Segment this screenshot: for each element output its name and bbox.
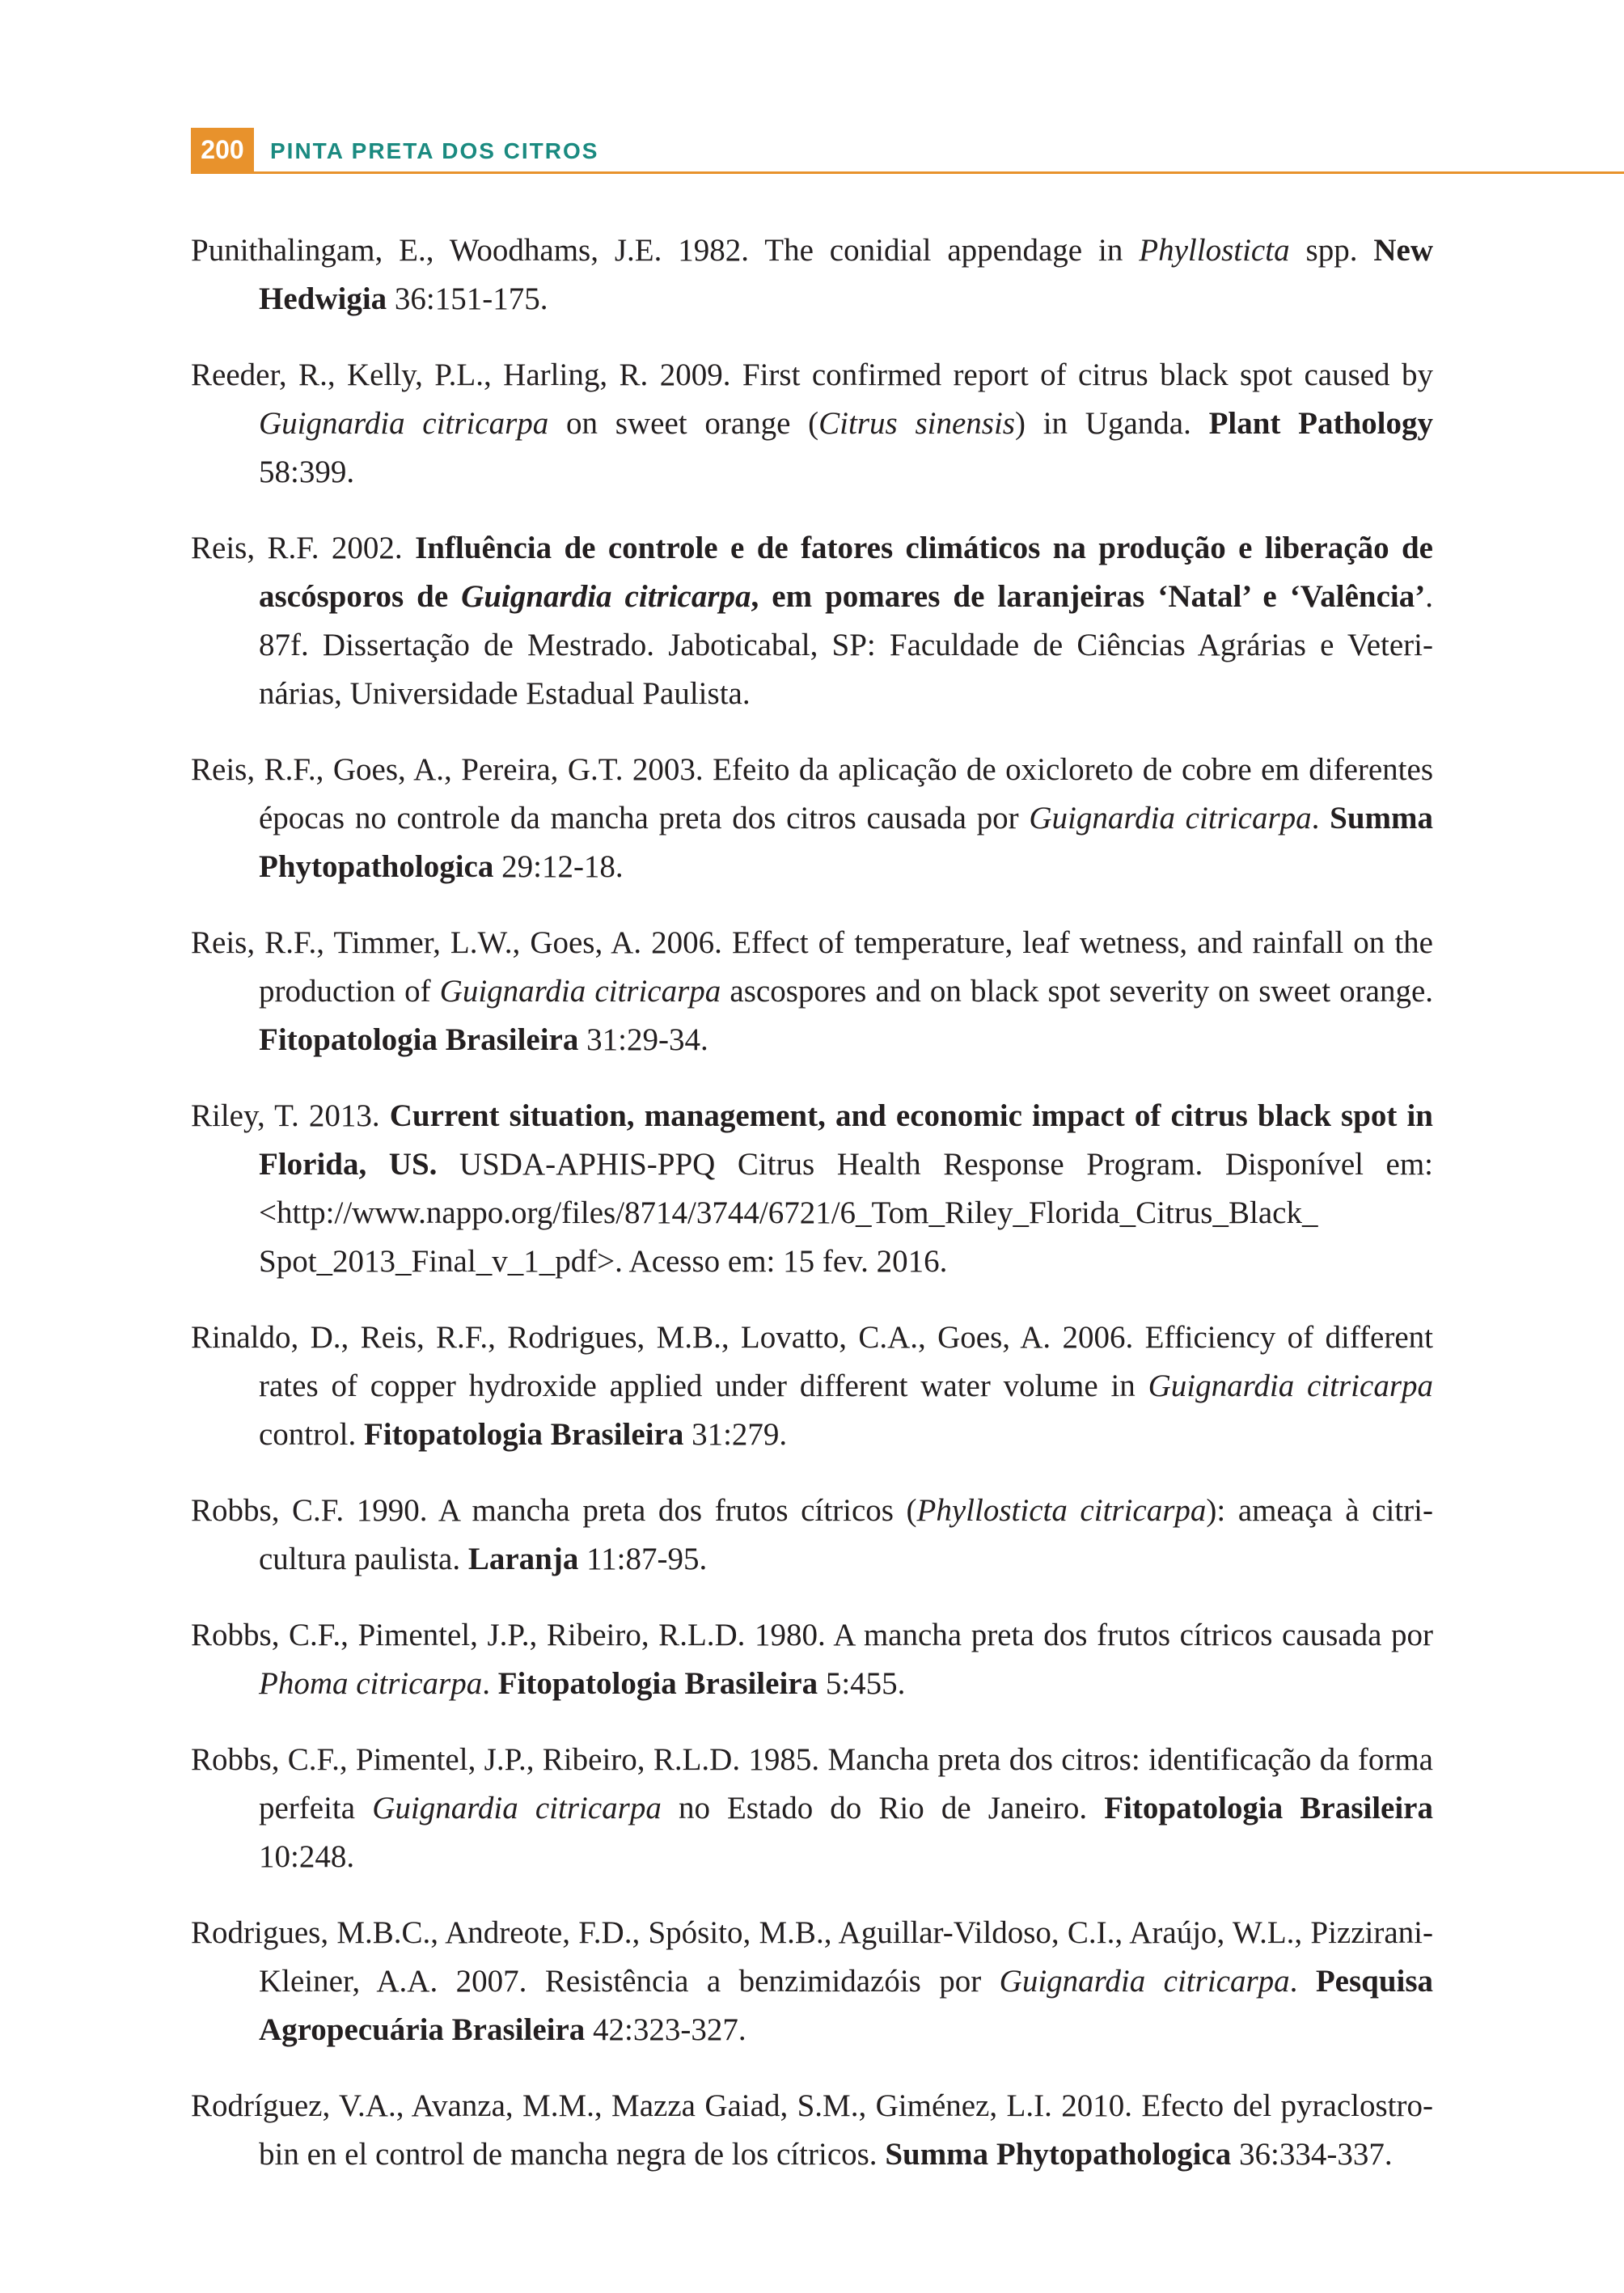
reference-list [191, 226, 1433, 2206]
reference-text: USDA-APHIS-PPQ Citrus Health Response Program. Disponível em: <http://www.nappo.org/files/8714/3744/6721/6_Tom_Riley_Florida_Citrus_Black_​Spot_2013_Final_v_1_pdf>. Acesso em: 15 fev. 2016. [259, 1147, 1433, 1279]
reference-text: 29:12-18. [493, 849, 624, 884]
page-number: 200 [191, 128, 254, 171]
reference-bold-text: Summa Phytopathologica [885, 2137, 1232, 2172]
reference-text: Robbs, C.F., Pimentel, J.P., Ribeiro, R.L.D. 1980. A mancha preta dos frutos cítricos causada por [191, 1618, 1433, 1652]
reference-entry [191, 351, 1433, 497]
reference-text: spp. [1289, 233, 1374, 268]
reference-text: ) in Uganda. [1014, 406, 1209, 441]
reference-text: control. [259, 1417, 364, 1452]
reference-italic-text: Guignardia citricarpa [1148, 1369, 1433, 1403]
reference-bold-text: Pesquisa Agropecuária Brasileira [259, 1964, 1434, 2047]
reference-entry [191, 1314, 1433, 1459]
reference-text: Riley, T. 2013. [191, 1098, 390, 1133]
reference-entry [191, 2082, 1433, 2179]
reference-italic-text: Guignardia citricarpa [999, 1964, 1290, 1999]
reference-italic-text: Guignardia citricarpa [259, 406, 549, 441]
reference-italic-text: Guignardia citricarpa [372, 1791, 662, 1826]
reference-bold-italic-text: Guignardia citricarpa [461, 579, 751, 614]
reference-text: Robbs, C.F. 1990. A mancha preta dos frutos cítricos ( [191, 1493, 917, 1528]
reference-bold-text: Laranja [467, 1542, 579, 1576]
reference-text: 5:455. [818, 1666, 906, 1701]
reference-entry [191, 1736, 1433, 1881]
reference-text: 11:87-95. [578, 1542, 708, 1576]
reference-entry [191, 1092, 1433, 1286]
reference-italic-text: Phyllosticta citricarpa [916, 1493, 1207, 1528]
reference-text: . [1289, 1964, 1316, 1999]
reference-italic-text: Citrus sinensis [818, 406, 1015, 441]
reference-entry [191, 524, 1433, 718]
reference-bold-text: Fitopatologia Brasileira [497, 1666, 818, 1701]
reference-text: . [482, 1666, 498, 1701]
reference-entry [191, 1909, 1433, 2054]
reference-bold-text: Influência de controle e de fatores climáticos na produção e liberação de ascósporos de [259, 531, 1433, 614]
reference-text: . 87f. Dissertação de Mestrado. Jaboticabal, SP: Faculdade de Ciências Agrárias e Veterinárias, Universidade Estadual Paulista. [259, 579, 1434, 711]
reference-bold-text: Fitopatologia Brasileira [1104, 1791, 1433, 1826]
reference-text: 36:334-337. [1231, 2137, 1393, 2172]
reference-text: Punithalingam, E., Woodhams, J.E. 1982. The conidial appendage in [191, 233, 1140, 268]
reference-text: on sweet orange ( [548, 406, 819, 441]
reference-italic-text: Guignardia citricarpa [439, 974, 721, 1009]
reference-bold-text: Fitopatologia Brasileira [363, 1417, 684, 1452]
reference-text: 31:279. [683, 1417, 788, 1452]
reference-text: Reeder, R., Kelly, P.L., Harling, R. 2009. First confirmed report of citrus black spot caused by [191, 357, 1433, 392]
page-header [191, 128, 1624, 174]
reference-text: 42:323-327. [585, 2012, 746, 2047]
reference-italic-text: Phoma citricarpa [259, 1666, 483, 1701]
reference-text: Reis, R.F., Timmer, L.W., Goes, A. 2006. Effect of temperature, leaf wetness, and rainfall on the production of [191, 925, 1433, 1009]
reference-text: Reis, R.F., Goes, A., Pereira, G.T. 2003. Efeito da aplicação de oxicloreto de cobre em diferentes épocas no controle da mancha preta dos citros causada por [191, 752, 1433, 836]
reference-entry [191, 1611, 1433, 1708]
running-title: PINTA PRETA DOS CITROS [270, 138, 599, 163]
reference-entry [191, 919, 1433, 1064]
reference-entry [191, 746, 1433, 891]
reference-text: ): ameaça à citricultura paulista. [259, 1493, 1433, 1576]
reference-bold-text: New Hedwigia [259, 233, 1433, 316]
reference-text: Robbs, C.F., Pimentel, J.P., Ribeiro, R.L.D. 1985. Mancha preta dos citros: identificação da forma perfeita [191, 1742, 1433, 1826]
reference-bold-text: Fitopatologia Brasileira [259, 1022, 579, 1057]
reference-text: no Estado do Rio de Janeiro. [661, 1791, 1105, 1826]
reference-entry [191, 1487, 1433, 1584]
reference-italic-text: Phyllosticta [1139, 233, 1290, 268]
reference-entry [191, 226, 1433, 324]
reference-text: ascospores and on black spot severity on sweet orange. [721, 974, 1434, 1009]
reference-text: 31:29-34. [578, 1022, 708, 1057]
reference-text: 58:399. [259, 455, 355, 489]
reference-text: 36:151-175. [387, 281, 548, 316]
reference-bold-text: Current situation, management, and economic impact of citrus black spot in Florida, US. [259, 1098, 1433, 1182]
reference-text: . [1311, 801, 1330, 836]
reference-text: Rodrigues, M.B.C., Andreote, F.D., Spósito, M.B., Aguillar-Vildoso, C.I., Araújo, W.L., Pizzirani-Kleiner, A.A. 2007. Resistência a benzimidazóis por [191, 1915, 1433, 1999]
reference-text: Rodríguez, V.A., Avanza, M.M., Mazza Gaiad, S.M., Giménez, L.I. 2010. Efecto del pyraclostrobin en el control de mancha negra de los cítricos. [191, 2088, 1433, 2172]
reference-text: Reis, R.F. 2002. [191, 531, 416, 565]
reference-text: Rinaldo, D., Reis, R.F., Rodrigues, M.B., Lovatto, C.A., Goes, A. 2006. Efficiency of different rates of copper hydroxide applied under different water volume in [191, 1320, 1433, 1403]
reference-italic-text: Guignardia citricarpa [1029, 801, 1312, 836]
reference-bold-text: , em pomares de laranjeiras ‘Natal’ e ‘Valência’ [751, 579, 1426, 614]
reference-bold-text: Plant Pathology [1208, 406, 1433, 441]
reference-text: 10:248. [259, 1839, 355, 1874]
reference-bold-text: Summa Phytopathologica [259, 801, 1434, 884]
